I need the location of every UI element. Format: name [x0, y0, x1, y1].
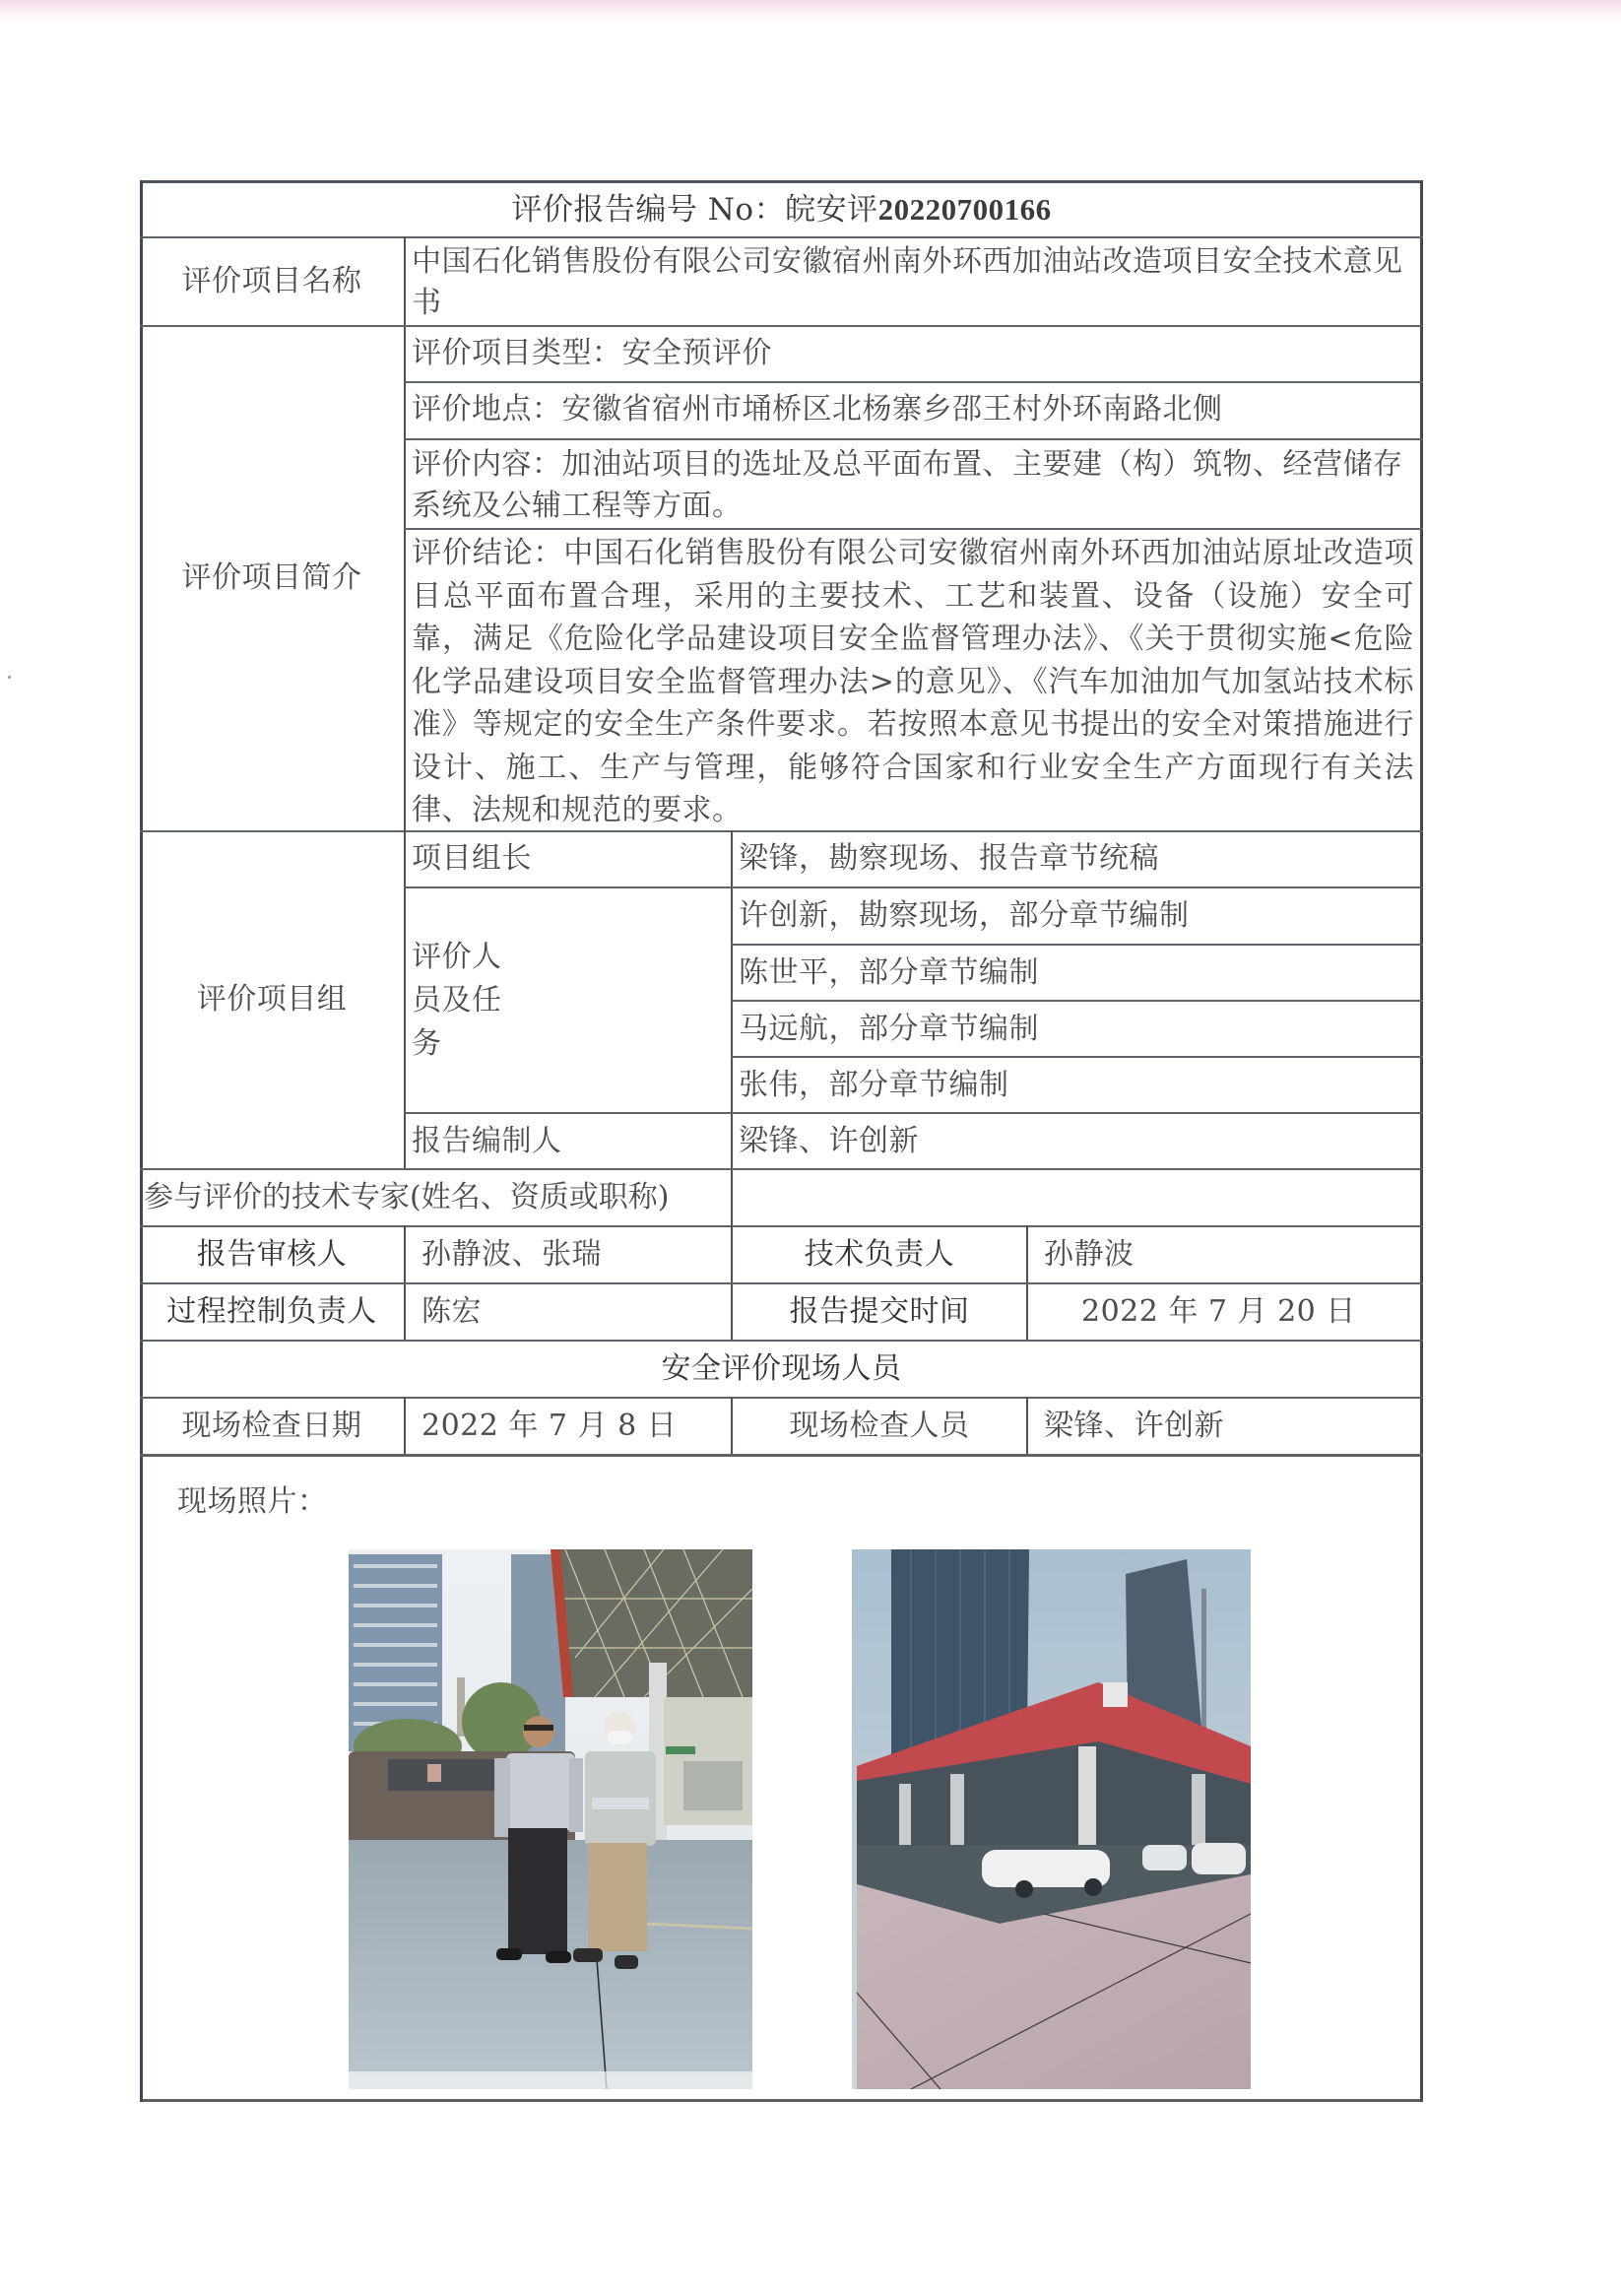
process-lead-label: 过程控制负责人: [166, 1294, 377, 1329]
member-row: 马远航，部分章节编制: [739, 1012, 1039, 1046]
onsite-personnel-header: 安全评价现场人员: [661, 1350, 902, 1386]
team-label: 评价项目组: [196, 982, 348, 1017]
summary-label: 评价项目简介: [181, 560, 362, 595]
project-name-label: 评价项目名称: [181, 263, 362, 298]
member-row: 张伟，部分章节编制: [739, 1068, 1009, 1102]
evaluation-report-form: [140, 180, 1423, 2101]
member-row: 陈世平，部分章节编制: [739, 955, 1039, 990]
leader-label: 项目组长: [412, 841, 532, 876]
evaluation-conclusion: 评价结论：中国石化销售股份有限公司安徽宿州南外环西加油站原址改造项目总平面布置合理，采用的主要技术、工艺和装置、设备（设施）安全可靠，满足《危险化学品建设项目安全监督管理办法》、《关于贯彻实施<危险化学品建设项目安全监督管理办法>的意见》、《汽车加油加气加氢站技术标准》等规定的安全生产条件要求。若按照本意见书提出的安全对策措施进行设计、施工、生产与管理，能够符合国家和行业安全生产方面现行有关法律、法规和规范的要求。: [412, 536, 1414, 827]
submit-time-value: 2022 年 7 月 20 日: [1081, 1294, 1356, 1329]
members-label-text: 评价人员及任务: [412, 939, 502, 1061]
experts-value: [733, 1169, 1420, 1225]
col-divider: [1026, 1397, 1028, 1455]
photo-station-image: [852, 1549, 1251, 2089]
reviewer-label: 报告审核人: [196, 1236, 348, 1272]
project-type: 评价项目类型：安全预评价: [412, 336, 772, 370]
evaluation-content: 评价内容：加油站项目的选址及总平面布置、主要建（构）筑物、经营储存系统及公辅工程等方面。: [412, 447, 1403, 523]
tech-lead-label: 技术负责人: [804, 1236, 955, 1272]
inspect-date-label: 现场检查日期: [181, 1409, 362, 1443]
submit-time-label: 报告提交时间: [789, 1294, 970, 1329]
col-divider: [404, 1397, 406, 1455]
border-right: [1420, 180, 1423, 2102]
site-photo-station: [852, 1549, 1251, 2089]
border-bottom: [140, 2099, 1423, 2102]
site-photos-label: 现场照片：: [177, 1484, 328, 1519]
process-lead-value: 陈宏: [421, 1294, 482, 1329]
inspect-staff-value: 梁锋、许创新: [1044, 1409, 1224, 1443]
scan-artifact-top: [0, 0, 1621, 26]
tech-lead-value: 孙静波: [1044, 1236, 1135, 1272]
report-number-prefix: 评价报告编号 No：皖安评: [511, 192, 878, 228]
inspect-date-value: 2022 年 7 月 8 日: [421, 1409, 678, 1443]
member-row: 许创新，勘察现场，部分章节编制: [739, 898, 1190, 933]
author-value: 梁锋、许创新: [739, 1124, 919, 1158]
row-divider: [140, 1454, 1423, 1457]
experts-label: 参与评价的技术专家(姓名、资质或职称): [144, 1179, 670, 1214]
row-divider: [404, 438, 1423, 440]
photo-inspectors-image: [349, 1549, 752, 2089]
inspect-staff-label: 现场检查人员: [789, 1409, 970, 1443]
leader-value: 梁锋，勘察现场、报告章节统稿: [739, 841, 1159, 876]
reviewer-value: 孙静波、张瑞: [421, 1236, 602, 1272]
author-label: 报告编制人: [412, 1124, 562, 1158]
report-number: 20220700166: [877, 192, 1052, 227]
report-number-title: [140, 182, 1423, 237]
members-label: [406, 888, 731, 1112]
scan-speck: [8, 676, 11, 679]
project-name: 中国石化销售股份有限公司安徽宿州南外环西加油站改造项目安全技术意见书: [412, 244, 1403, 320]
evaluation-location: 评价地点：安徽省宿州市埇桥区北杨寨乡邵王村外环南路北侧: [412, 392, 1223, 426]
site-photo-inspectors: [349, 1549, 752, 2089]
